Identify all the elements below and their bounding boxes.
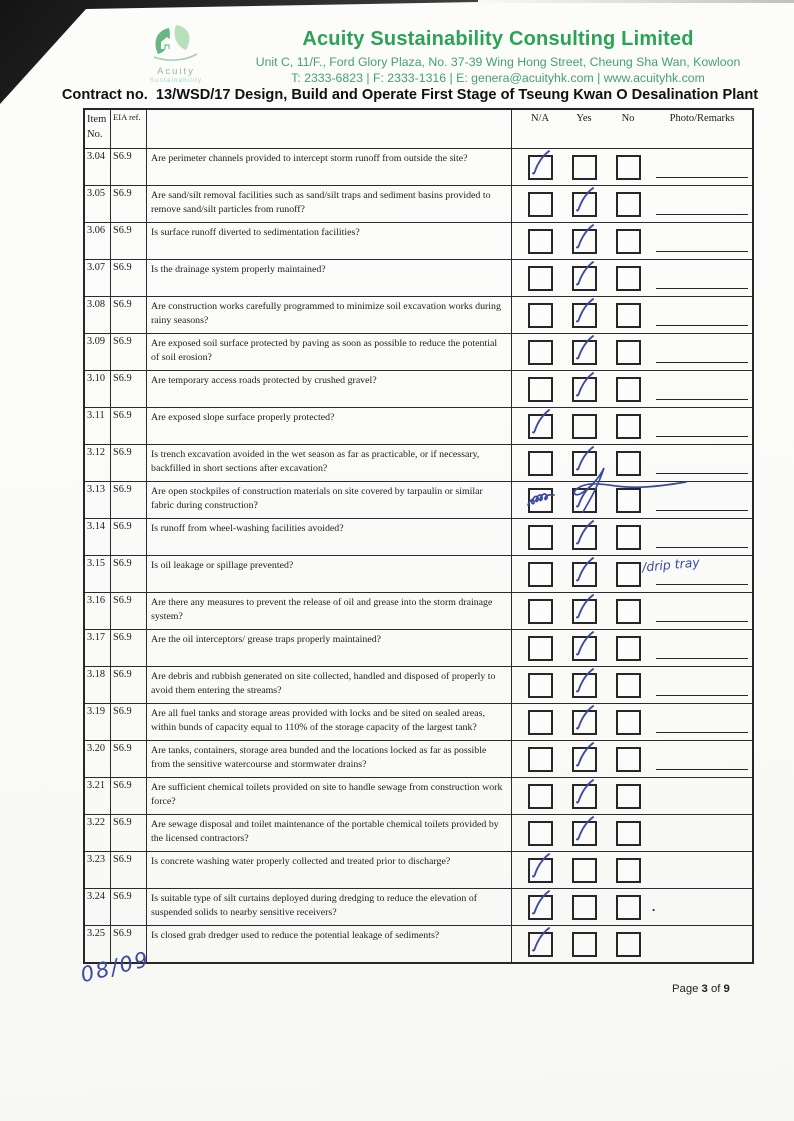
item-no: 3.06 <box>85 223 111 259</box>
eia-ref: S6.9 <box>111 186 147 222</box>
handwritten-check-icon <box>528 148 554 179</box>
no-checkbox[interactable] <box>616 710 641 735</box>
item-no: 3.13 <box>85 482 111 518</box>
answer-cells <box>512 593 752 629</box>
page-number <box>672 983 730 995</box>
yes-checkbox[interactable] <box>572 303 597 328</box>
ink-dot-mark: . <box>652 899 656 914</box>
table-row <box>85 148 752 185</box>
leaf-house-icon <box>145 24 207 66</box>
handwritten-check-icon <box>572 555 598 586</box>
na-checkbox[interactable] <box>528 562 553 587</box>
remarks-line[interactable] <box>656 399 748 400</box>
table-row <box>85 333 752 370</box>
question-text: Are temporary access roads protected by crushed gravel? <box>147 371 512 407</box>
item-no: 3.04 <box>85 149 111 185</box>
eia-ref: S6.9 <box>111 371 147 407</box>
na-checkbox[interactable] <box>528 451 553 476</box>
handwritten-check-icon <box>572 259 598 290</box>
handwritten-check-icon <box>572 370 598 401</box>
question-text: Is concrete washing water properly collected and treated prior to discharge? <box>147 852 512 888</box>
question-text: Are tanks, containers, storage area bunded and the locations locked as far as possible from the sensitive watercourse and stormwater drains? <box>147 741 512 777</box>
page-of: of <box>710 983 721 995</box>
no-checkbox[interactable] <box>616 266 641 291</box>
table-row <box>85 814 752 851</box>
handwritten-check-icon <box>528 407 554 438</box>
na-checkbox[interactable] <box>528 710 553 735</box>
header-yes: Yes <box>576 113 592 124</box>
item-no: 3.22 <box>85 815 111 851</box>
question-text: Are sewage disposal and toilet maintenance of the portable chemical toilets provided by the licensed contractors? <box>147 815 512 851</box>
table-row <box>85 555 752 592</box>
item-no: 3.17 <box>85 630 111 666</box>
no-checkbox[interactable] <box>616 155 641 180</box>
na-checkbox[interactable] <box>528 414 553 439</box>
answer-cells <box>512 704 752 740</box>
question-text: Is runoff from wheel-washing facilities avoided? <box>147 519 512 555</box>
eia-ref: S6.9 <box>111 519 147 555</box>
remarks-line[interactable] <box>656 288 748 289</box>
remarks-line[interactable] <box>656 510 748 511</box>
na-checkbox[interactable] <box>528 525 553 550</box>
no-checkbox[interactable] <box>616 747 641 772</box>
table-row <box>85 370 752 407</box>
table-row <box>85 740 752 777</box>
remarks-line[interactable] <box>656 177 748 178</box>
yes-checkbox[interactable] <box>572 710 597 735</box>
table-row <box>85 703 752 740</box>
eia-ref: S6.9 <box>111 852 147 888</box>
table-row <box>85 666 752 703</box>
item-no: 3.20 <box>85 741 111 777</box>
table-header-row <box>85 110 752 148</box>
no-checkbox[interactable] <box>616 451 641 476</box>
yes-checkbox[interactable] <box>572 192 597 217</box>
item-no: 3.11 <box>85 408 111 444</box>
remarks-line[interactable] <box>656 547 748 548</box>
item-no: 3.16 <box>85 593 111 629</box>
answer-cells <box>512 186 752 222</box>
na-checkbox[interactable] <box>528 747 553 772</box>
eia-ref: S6.9 <box>111 408 147 444</box>
answer-cells <box>512 667 752 703</box>
item-no: 3.18 <box>85 667 111 703</box>
answer-cells <box>512 926 752 962</box>
yes-checkbox[interactable] <box>572 377 597 402</box>
handwritten-check-icon <box>572 481 598 512</box>
no-checkbox[interactable] <box>616 821 641 846</box>
na-checkbox[interactable] <box>528 858 553 883</box>
logo-brand-text: Acuity <box>157 66 195 77</box>
yes-checkbox[interactable] <box>572 525 597 550</box>
na-checkbox[interactable] <box>528 784 553 809</box>
question-text: Is surface runoff diverted to sedimentation facilities? <box>147 223 512 259</box>
na-checkbox[interactable] <box>528 599 553 624</box>
eia-ref: S6.9 <box>111 149 147 185</box>
item-no: 3.10 <box>85 371 111 407</box>
company-contact: T: 2333-6823 | F: 2333-1316 | E: genera@acuityhk.com | www.acuityhk.com <box>291 71 705 85</box>
remarks-line[interactable] <box>656 621 748 622</box>
answer-cells <box>512 889 752 925</box>
table-row <box>85 592 752 629</box>
na-checkbox[interactable] <box>528 636 553 661</box>
question-text: Are sand/silt removal facilities such as sand/silt traps and sediment basins provided to remove sand/silt particles from runoff? <box>147 186 512 222</box>
table-row <box>85 407 752 444</box>
na-checkbox[interactable] <box>528 266 553 291</box>
table-row <box>85 444 752 481</box>
no-checkbox[interactable] <box>616 192 641 217</box>
eia-ref: S6.9 <box>111 445 147 481</box>
no-checkbox[interactable] <box>616 932 641 957</box>
header-eia-ref: EIA ref. <box>111 110 147 148</box>
eia-ref: S6.9 <box>111 223 147 259</box>
no-checkbox[interactable] <box>616 858 641 883</box>
table-row <box>85 259 752 296</box>
yes-checkbox[interactable] <box>572 747 597 772</box>
answer-cells <box>512 408 752 444</box>
eia-ref: S6.9 <box>111 593 147 629</box>
remarks-line[interactable] <box>656 769 748 770</box>
table-row <box>85 851 752 888</box>
yes-checkbox[interactable] <box>572 414 597 439</box>
question-text: Are exposed slope surface properly protected? <box>147 408 512 444</box>
remarks-line[interactable] <box>656 362 748 363</box>
no-checkbox[interactable] <box>616 377 641 402</box>
eia-ref: S6.9 <box>111 297 147 333</box>
handwritten-check-icon <box>572 444 598 475</box>
eia-ref: S6.9 <box>111 482 147 518</box>
no-checkbox[interactable] <box>616 562 641 587</box>
no-checkbox[interactable] <box>616 414 641 439</box>
answer-cells <box>512 852 752 888</box>
question-text: Are there any measures to prevent the release of oil and grease into the storm drainage system? <box>147 593 512 629</box>
handwritten-check-icon <box>572 185 598 216</box>
handwritten-check-icon <box>572 296 598 327</box>
item-no: 3.25 <box>85 926 111 962</box>
no-checkbox[interactable] <box>616 895 641 920</box>
eia-ref: S6.9 <box>111 556 147 592</box>
item-no: 3.24 <box>85 889 111 925</box>
scribbled-out-check-icon <box>526 490 556 512</box>
yes-checkbox[interactable] <box>572 895 597 920</box>
acuity-logo <box>138 24 214 84</box>
yes-checkbox[interactable] <box>572 155 597 180</box>
answer-cells <box>512 223 752 259</box>
eia-ref: S6.9 <box>111 889 147 925</box>
eia-ref: S6.9 <box>111 778 147 814</box>
handwritten-remark: /drip tray <box>641 554 701 575</box>
handwritten-check-icon <box>572 333 598 364</box>
yes-checkbox[interactable] <box>572 562 597 587</box>
table-row <box>85 925 752 962</box>
handwritten-check-icon <box>528 925 554 956</box>
answer-cells <box>512 630 752 666</box>
remarks-line[interactable] <box>656 658 748 659</box>
table-row <box>85 777 752 814</box>
answer-cells <box>512 149 752 185</box>
na-checkbox[interactable] <box>528 932 553 957</box>
eia-ref: S6.9 <box>111 815 147 851</box>
na-checkbox[interactable] <box>528 488 553 513</box>
na-checkbox[interactable] <box>528 821 553 846</box>
yes-checkbox[interactable] <box>572 451 597 476</box>
item-no: 3.21 <box>85 778 111 814</box>
yes-checkbox[interactable] <box>572 599 597 624</box>
handwritten-check-icon <box>572 518 598 549</box>
remarks-line[interactable] <box>656 584 748 585</box>
header-photo-remarks: Photo/Remarks <box>669 113 735 124</box>
item-no: 3.23 <box>85 852 111 888</box>
page-total: 9 <box>723 983 730 995</box>
eia-ref: S6.9 <box>111 704 147 740</box>
question-text: Is the drainage system properly maintained? <box>147 260 512 296</box>
scan-edge-artifact-right <box>464 0 794 3</box>
remarks-line[interactable] <box>656 436 748 437</box>
handwritten-check-icon <box>572 592 598 623</box>
answer-cells <box>512 445 752 481</box>
table-row <box>85 629 752 666</box>
na-checkbox[interactable] <box>528 377 553 402</box>
question-text: Are open stockpiles of construction materials on site covered by tarpaulin or similar fabric during construction? <box>147 482 512 518</box>
logo-tagline-text: Sustainability <box>149 77 203 84</box>
question-text: Are all fuel tanks and storage areas provided with locks and be sited on sealed areas, within bunds of capacity equal to 110% of the storage capacity of the largest tank? <box>147 704 512 740</box>
header-na: N/A <box>530 113 550 124</box>
answer-cells <box>512 371 752 407</box>
page-prefix: Page <box>672 983 699 995</box>
item-no: 3.09 <box>85 334 111 370</box>
header-item-no: Item No. <box>85 110 111 148</box>
eia-ref: S6.9 <box>111 667 147 703</box>
remarks-line[interactable] <box>656 732 748 733</box>
item-no: 3.08 <box>85 297 111 333</box>
answer-cells <box>512 482 752 518</box>
handwritten-check-icon <box>572 814 598 845</box>
yes-checkbox[interactable] <box>572 636 597 661</box>
eia-ref: S6.9 <box>111 741 147 777</box>
yes-checkbox[interactable] <box>572 858 597 883</box>
question-text: Are exposed soil surface protected by paving as soon as possible to reduce the potential of soil erosion? <box>147 334 512 370</box>
header-no: No <box>621 113 635 124</box>
question-text: Are the oil interceptors/ grease traps properly maintained? <box>147 630 512 666</box>
handwritten-check-icon <box>572 666 598 697</box>
no-checkbox[interactable] <box>616 340 641 365</box>
item-no: 3.14 <box>85 519 111 555</box>
na-checkbox[interactable] <box>528 155 553 180</box>
item-no: 3.05 <box>85 186 111 222</box>
question-text: Is closed grab dredger used to reduce the potential leakage of sediments? <box>147 926 512 962</box>
na-checkbox[interactable] <box>528 673 553 698</box>
table-row <box>85 296 752 333</box>
no-checkbox[interactable] <box>616 303 641 328</box>
answer-cells <box>512 297 752 333</box>
question-text: Are debris and rubbish generated on site collected, handled and disposed of properly to avoid them entering the streams? <box>147 667 512 703</box>
answer-cells <box>512 815 752 851</box>
yes-checkbox[interactable] <box>572 229 597 254</box>
na-checkbox[interactable] <box>528 303 553 328</box>
yes-checkbox[interactable] <box>572 932 597 957</box>
no-checkbox[interactable] <box>616 488 641 513</box>
no-checkbox[interactable] <box>616 599 641 624</box>
answer-cells <box>512 778 752 814</box>
handwritten-check-icon <box>572 703 598 734</box>
table-row <box>85 888 752 925</box>
no-checkbox[interactable] <box>616 525 641 550</box>
page-current: 3 <box>701 983 708 995</box>
item-no: 3.15 <box>85 556 111 592</box>
answer-cells <box>512 260 752 296</box>
letterhead <box>220 28 776 85</box>
eia-ref: S6.9 <box>111 334 147 370</box>
item-no: 3.19 <box>85 704 111 740</box>
question-text: Are sufficient chemical toilets provided on site to handle sewage from construction work force? <box>147 778 512 814</box>
question-text: Are perimeter channels provided to intercept storm runoff from outside the site? <box>147 149 512 185</box>
answer-cells <box>512 519 752 555</box>
table-body <box>85 148 752 962</box>
no-checkbox[interactable] <box>616 673 641 698</box>
eia-ref: S6.9 <box>111 630 147 666</box>
handwritten-check-icon <box>528 851 554 882</box>
handwritten-check-icon <box>572 629 598 660</box>
eia-ref: S6.9 <box>111 260 147 296</box>
header-question <box>147 110 512 148</box>
answer-cells <box>512 741 752 777</box>
handwritten-date: 08/09 <box>78 946 153 988</box>
no-checkbox[interactable] <box>616 636 641 661</box>
table-row <box>85 518 752 555</box>
handwritten-check-icon <box>572 777 598 808</box>
handwritten-check-icon <box>572 740 598 771</box>
handwritten-check-icon <box>528 888 554 919</box>
handwritten-check-icon <box>572 222 598 253</box>
yes-checkbox[interactable] <box>572 784 597 809</box>
question-text: Is trench excavation avoided in the wet season as far as practicable, or if necessary, backfilled in short sections after excavation? <box>147 445 512 481</box>
item-no: 3.07 <box>85 260 111 296</box>
no-checkbox[interactable] <box>616 229 641 254</box>
na-checkbox[interactable] <box>528 895 553 920</box>
yes-checkbox[interactable] <box>572 266 597 291</box>
remarks-line[interactable] <box>656 214 748 215</box>
company-address: Unit C, 11/F., Ford Glory Plaza, No. 37-39 Wing Hong Street, Cheung Sha Wan, Kowloon <box>255 55 741 69</box>
table-row <box>85 185 752 222</box>
remarks-line[interactable] <box>656 473 748 474</box>
eia-ref: S6.9 <box>111 926 147 962</box>
header-answer-columns <box>512 110 752 148</box>
table-row <box>85 481 752 518</box>
no-checkbox[interactable] <box>616 784 641 809</box>
answer-cells <box>512 334 752 370</box>
contract-title: Contract no. 13/WSD/17 Design, Build and Operate First Stage of Tseung Kwan O Desalination Plant <box>61 87 759 103</box>
yes-checkbox[interactable] <box>572 673 597 698</box>
remarks-line[interactable] <box>656 695 748 696</box>
remarks-line[interactable] <box>656 325 748 326</box>
checklist-table <box>83 108 754 964</box>
answer-cells <box>512 556 752 592</box>
remarks-line[interactable] <box>656 251 748 252</box>
na-checkbox[interactable] <box>528 340 553 365</box>
company-name: Acuity Sustainability Consulting Limited <box>302 28 694 50</box>
item-no: 3.12 <box>85 445 111 481</box>
question-text: Are construction works carefully programmed to minimize soil excavation works during rainy seasons? <box>147 297 512 333</box>
yes-checkbox[interactable] <box>572 340 597 365</box>
question-text: Is oil leakage or spillage prevented? <box>147 556 512 592</box>
na-checkbox[interactable] <box>528 192 553 217</box>
yes-checkbox[interactable] <box>572 821 597 846</box>
table-row <box>85 222 752 259</box>
yes-checkbox[interactable] <box>572 488 597 513</box>
question-text: Is suitable type of silt curtains deployed during dredging to reduce the elevation of suspended solids to nearby sensitive receivers? <box>147 889 512 925</box>
na-checkbox[interactable] <box>528 229 553 254</box>
